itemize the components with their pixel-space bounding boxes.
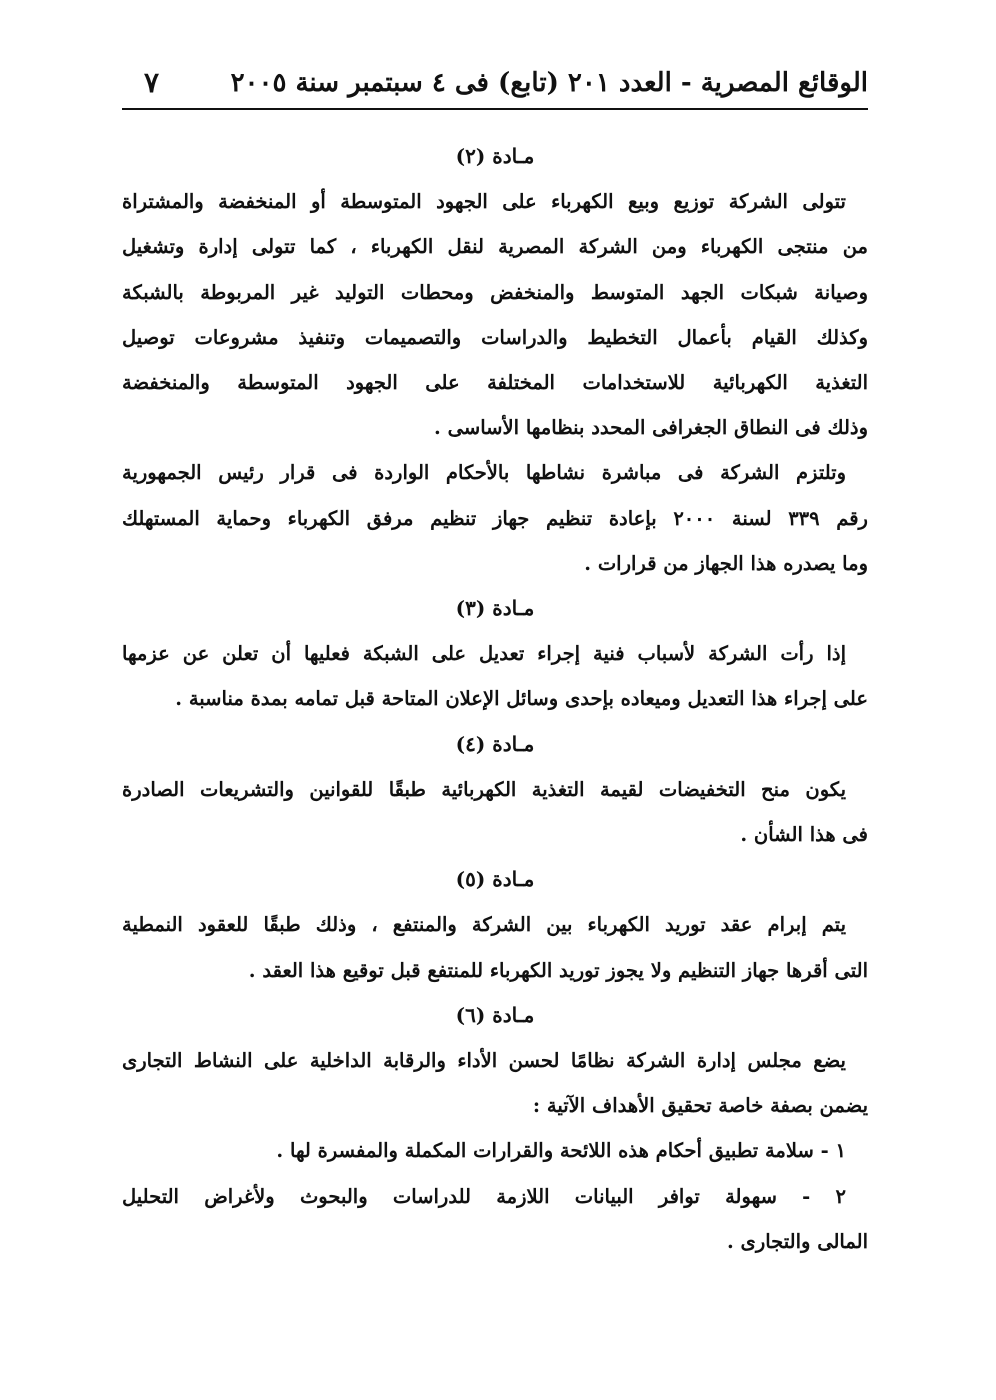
article-paragraph: [122, 631, 868, 721]
article-paragraph: [122, 767, 868, 857]
text-line: وما يصدره هذا الجهاز من قرارات .: [584, 551, 868, 575]
text-line: تتولى الشركة توزيع وبيع الكهرباء على الجهود المتوسطة أو المنخفضة والمشتراة: [122, 190, 846, 214]
text-line: يكون منح التخفيضات لقيمة التغذية الكهربائية طبقًا للقوانين والتشريعات الصادرة: [122, 777, 846, 801]
text-line: على إجراء هذا التعديل وميعاده بإحدى وسائل الإعلان المتاحة قبل تمامه بمدة مناسبة .: [175, 687, 868, 711]
text-line: وتلتزم الشركة فى مباشرة نشاطها بالأحكام الواردة فى قرار رئيس الجمهورية: [122, 461, 846, 485]
text-line: فى هذا الشأن .: [740, 823, 868, 847]
page-header: [122, 64, 868, 110]
article-paragraph: [122, 1174, 868, 1264]
text-line: رقم ٣٣٩ لسنة ٢٠٠٠ بإعادة تنظيم جهاز تنظيم مرفق الكهرباء وحماية المستهلك: [122, 506, 868, 530]
article-heading: مـادة (٣): [455, 596, 535, 621]
article-paragraph: [122, 179, 868, 450]
header-title: الوقائع المصرية - العدد ٢٠١ (تابع) فى ٤ سبتمبر سنة ٢٠٠٥: [230, 68, 868, 98]
text-line: يضع مجلس إدارة الشركة نظامًا لحسن الأداء والرقابة الداخلية على النشاط التجارى: [122, 1049, 846, 1073]
text-line: من منتجى الكهرباء ومن الشركة المصرية لنقل الكهرباء ، كما تتولى إدارة وتشغيل: [122, 235, 868, 259]
text-line: ١ - سلامة تطبيق أحكام هذه اللائحة والقرارات المكملة والمفسرة لها .: [276, 1139, 846, 1163]
article-paragraph: [122, 1038, 868, 1128]
article-paragraph: [122, 902, 868, 992]
text-line: التغذية الكهربائية للاستخدامات المختلفة على الجهود المتوسطة والمنخفضة: [122, 371, 868, 395]
text-line: وكذلك القيام بأعمال التخطيط والدراسات والتصميمات وتنفيذ مشروعات توصيل: [122, 325, 868, 349]
document-body: [122, 134, 868, 1264]
text-line: يضمن بصفة خاصة تحقيق الأهداف الآتية :: [532, 1094, 868, 1118]
article-paragraph: [122, 1128, 868, 1173]
text-line: وصيانة شبكات الجهد المتوسط والمنخفض ومحطات التوليد غير المربوطة بالشبكة: [122, 280, 868, 304]
article-heading: مـادة (٦): [455, 1002, 535, 1027]
text-line: التى أقرها جهاز التنظيم ولا يجوز توريد الكهرباء للمنتفع قبل توقيع هذا العقد .: [248, 958, 868, 982]
article-heading: مـادة (٢): [455, 144, 535, 168]
text-line: المالى والتجارى .: [726, 1229, 868, 1253]
page-number: ٧: [144, 66, 160, 99]
article-heading: مـادة (٥): [455, 867, 535, 892]
text-line: وذلك فى النطاق الجغرافى المحدد بنظامها الأساسى .: [434, 416, 868, 440]
article-heading: مـادة (٤): [455, 731, 535, 756]
article-paragraph: [122, 450, 868, 586]
text-line: إذا رأت الشركة لأسباب فنية إجراء تعديل على الشبكة فعليها أن تعلن عن عزمها: [122, 642, 846, 666]
text-line: ٢ - سهولة توافر البيانات اللازمة للدراسات والبحوث ولأغراض التحليل: [122, 1184, 846, 1208]
text-line: يتم إبرام عقد توريد الكهرباء بين الشركة والمنتفع ، وذلك طبقًا للعقود النمطية: [122, 913, 846, 937]
